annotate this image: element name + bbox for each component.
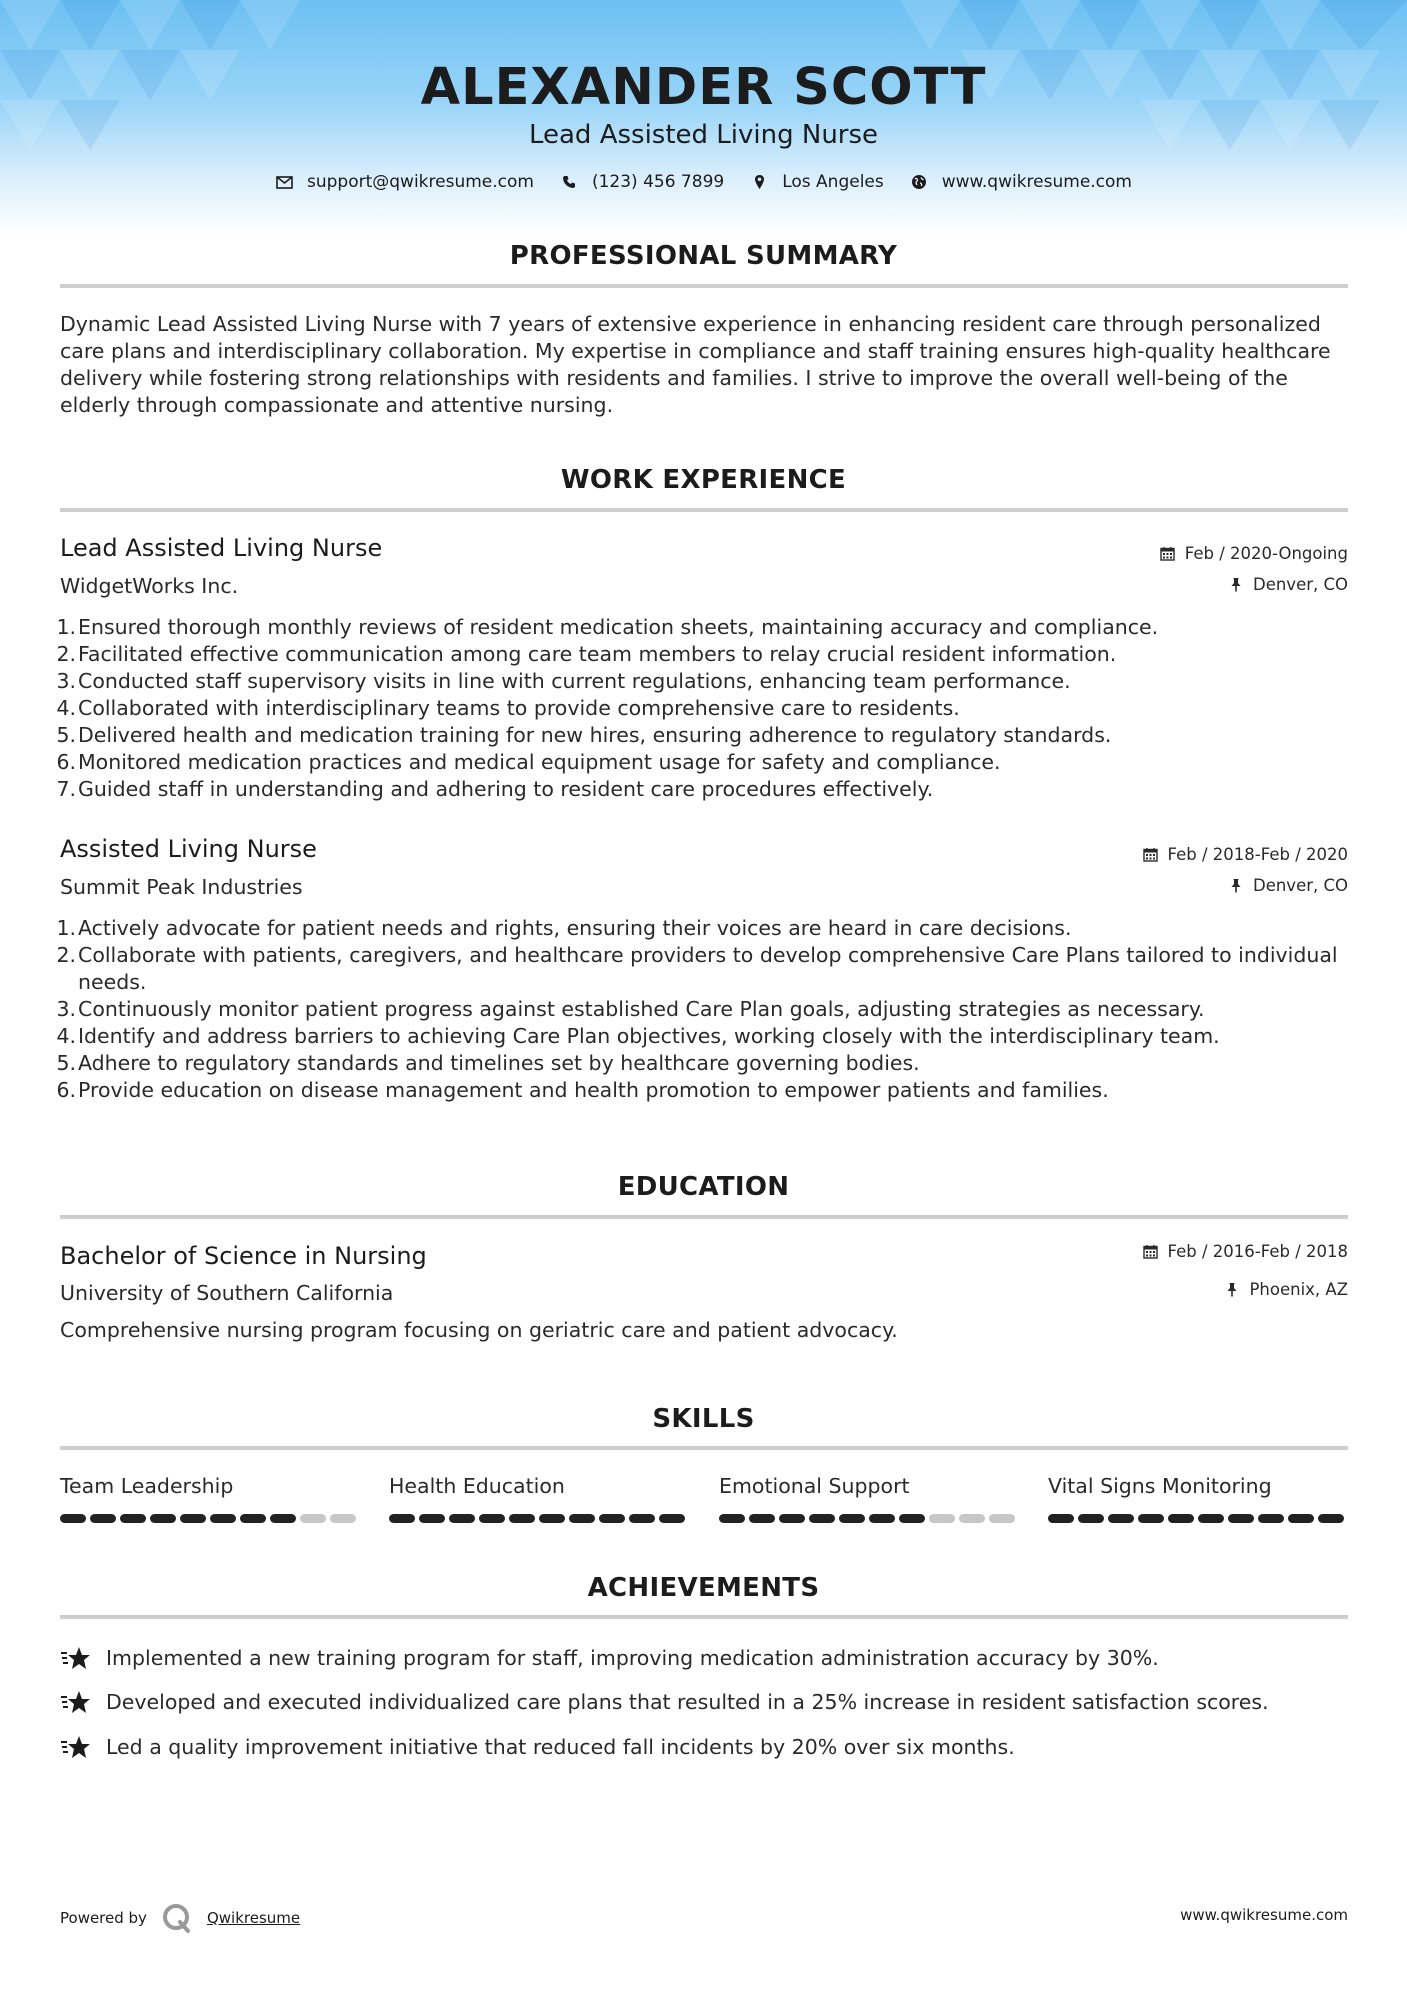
skill-segment-filled [90,1514,116,1523]
skill-level-bar [1048,1514,1348,1523]
skill-name: Vital Signs Monitoring [1048,1474,1272,1498]
job-dates [1142,845,1348,864]
calendar-icon [1159,545,1177,563]
job-company: WidgetWorks Inc. [60,574,239,598]
map-pin-icon [750,173,768,191]
contact-email[interactable] [275,172,534,192]
footer-powered-by [60,1902,300,1934]
education-location [1223,1280,1348,1299]
envelope-icon [275,173,293,191]
skill-segment-filled [1228,1514,1254,1523]
skill-name: Emotional Support [719,1474,910,1498]
skill-segment-filled [1198,1514,1224,1523]
contact-bar [0,172,1407,192]
candidate-name: ALEXANDER SCOTT [420,58,987,117]
bullet-item: 3. Continuously monitor patient progress against established Care Plan goals, adjusting strategies as necessary. [56,997,1205,1021]
job-location-text: Denver, CO [1252,575,1348,594]
skill-segment-filled [809,1514,835,1523]
qwikresume-logo-icon [161,1902,193,1934]
skill-segment-filled [629,1514,655,1523]
skill-segment-filled [1258,1514,1284,1523]
skill-segment-filled [749,1514,775,1523]
bullet-item: 2. Facilitated effective communication among care team members to relay crucial resident information. [56,642,1117,666]
skill-segment-filled [120,1514,146,1523]
skill-segment-filled [539,1514,565,1523]
skill-level-bar [389,1514,689,1523]
bullet-item: 6. Monitored medication practices and medical equipment usage for safety and compliance. [56,750,1001,774]
education-description: Comprehensive nursing program focusing on geriatric care and patient advocacy. [60,1318,898,1342]
footer-url[interactable]: www.qwikresume.com [1180,1906,1348,1924]
contact-email-text: support@qwikresume.com [307,172,534,192]
contact-website[interactable] [910,172,1132,192]
skill-item [1048,1474,1348,1523]
bullet-item: 1. Ensured thorough monthly reviews of resident medication sheets, maintaining accuracy and compliance. [56,615,1159,639]
skill-segment-filled [150,1514,176,1523]
education-location-text: Phoenix, AZ [1249,1280,1348,1299]
bullet-item: 4. Identify and address barriers to achieving Care Plan objectives, working closely with the interdisciplinary team. [56,1024,1220,1048]
calendar-icon [1142,1243,1160,1261]
skill-segment-filled [1288,1514,1314,1523]
skill-name: Team Leadership [60,1474,234,1498]
achievement-item [60,1644,1159,1672]
summary-divider [60,284,1348,288]
skill-segment-filled [270,1514,296,1523]
contact-phone[interactable] [560,172,724,192]
contact-location-text: Los Angeles [782,172,884,192]
skill-segment-empty [959,1514,985,1523]
experience-divider [60,508,1348,512]
skill-segment-filled [509,1514,535,1523]
job-dates-text: Feb / 2018-Feb / 2020 [1167,845,1348,864]
skill-segment-empty [330,1514,356,1523]
job-dates [1159,544,1348,563]
job-bullets [56,614,1350,803]
summary-heading: PROFESSIONAL SUMMARY [509,241,898,271]
education-divider [60,1215,1348,1219]
skill-segment-filled [1318,1514,1344,1523]
school-name: University of Southern California [60,1281,394,1305]
job-title: Assisted Living Nurse [60,835,317,863]
calendar-icon [1142,846,1160,864]
skill-segment-filled [869,1514,895,1523]
skill-segment-filled [449,1514,475,1523]
achievement-text: Developed and executed individualized care plans that resulted in a 25% increase in resident satisfaction scores. [106,1690,1269,1714]
skill-segment-filled [1108,1514,1134,1523]
skill-level-bar [719,1514,1019,1523]
bullet-item: 3. Conducted staff supervisory visits in line with current regulations, enhancing team performance. [56,669,1071,693]
skill-name: Health Education [389,1474,565,1498]
bullet-item: 5. Adhere to regulatory standards and timelines set by healthcare governing bodies. [56,1051,920,1075]
achievements-heading: ACHIEVEMENTS [587,1573,820,1603]
job-dates-text: Feb / 2020-Ongoing [1184,544,1348,563]
skill-segment-filled [1168,1514,1194,1523]
skills-divider [60,1446,1348,1450]
resume-header [0,0,1407,235]
skill-segment-empty [989,1514,1015,1523]
pushpin-icon [1227,877,1245,895]
skill-segment-filled [479,1514,505,1523]
skill-segment-filled [180,1514,206,1523]
skill-segment-filled [389,1514,415,1523]
contact-location [750,172,884,192]
job-location [1227,575,1348,594]
skill-item [719,1474,1019,1523]
contact-website-text: www.qwikresume.com [941,172,1132,192]
bullet-item: 5. Delivered health and medication training for new hires, ensuring adherence to regulatory standards. [56,723,1112,747]
header-pattern [0,0,1407,235]
achievement-text: Led a quality improvement initiative that reduced fall incidents by 20% over six months. [106,1735,1015,1759]
skill-segment-empty [300,1514,326,1523]
skill-segment-filled [719,1514,745,1523]
contact-phone-text: (123) 456 7899 [591,172,725,192]
skill-segment-filled [1138,1514,1164,1523]
achievements-divider [60,1615,1348,1619]
skill-segment-filled [659,1514,685,1523]
bullet-item: 4. Collaborated with interdisciplinary teams to provide comprehensive care to residents. [56,696,960,720]
bullet-item: 2. Collaborate with patients, caregivers, and healthcare providers to develop comprehensive Care Plans tailored to individual needs. [56,943,1338,994]
globe-icon [910,173,928,191]
skill-segment-filled [839,1514,865,1523]
achievement-item [60,1733,1015,1761]
pushpin-icon [1223,1281,1241,1299]
achievement-text: Implemented a new training program for staff, improving medication administration accuracy by 30%. [106,1646,1159,1670]
skill-segment-filled [419,1514,445,1523]
skill-segment-filled [1048,1514,1074,1523]
powered-by-label: Powered by [60,1909,147,1927]
skill-segment-filled [240,1514,266,1523]
job-bullets [56,915,1350,1104]
skill-item [389,1474,689,1523]
summary-text: Dynamic Lead Assisted Living Nurse with 7 years of extensive experience in enhancing resident care through personalized care plans and interdisciplinary collaboration. My expertise in compliance and staff training ensures high-quality healthcare delivery while fostering strong relationships with residents and families. I strive to improve the overall well-being of the elderly through compassionate and attentive nursing. [60,312,1331,417]
qwikresume-link[interactable]: Qwikresume [206,1909,301,1927]
star-icon [60,1688,92,1716]
star-icon [60,1644,92,1672]
bullet-item: 1. Actively advocate for patient needs and rights, ensuring their voices are heard in care decisions. [56,916,1072,940]
job-title: Lead Assisted Living Nurse [60,534,383,562]
skill-item [60,1474,360,1523]
job-location [1227,876,1348,895]
skills-heading: SKILLS [652,1404,755,1434]
skill-segment-empty [929,1514,955,1523]
skill-segment-filled [779,1514,805,1523]
education-dates-text: Feb / 2016-Feb / 2018 [1167,1242,1348,1261]
experience-heading: WORK EXPERIENCE [560,465,847,495]
skill-segment-filled [899,1514,925,1523]
education-heading: EDUCATION [617,1172,790,1202]
star-icon [60,1733,92,1761]
pushpin-icon [1227,576,1245,594]
education-dates [1142,1242,1348,1261]
job-company: Summit Peak Industries [60,875,303,899]
job-location-text: Denver, CO [1252,876,1348,895]
skill-segment-filled [599,1514,625,1523]
skill-segment-filled [569,1514,595,1523]
skill-level-bar [60,1514,360,1523]
skill-segment-filled [60,1514,86,1523]
skill-segment-filled [210,1514,236,1523]
phone-icon [560,173,578,191]
bullet-item: 7. Guided staff in understanding and adhering to resident care procedures effectively. [56,777,934,801]
achievement-item [60,1688,1269,1716]
skill-segment-filled [1078,1514,1104,1523]
degree-title: Bachelor of Science in Nursing [60,1242,427,1270]
bullet-item: 6. Provide education on disease management and health promotion to empower patients and families. [56,1078,1109,1102]
candidate-role: Lead Assisted Living Nurse [528,120,879,150]
